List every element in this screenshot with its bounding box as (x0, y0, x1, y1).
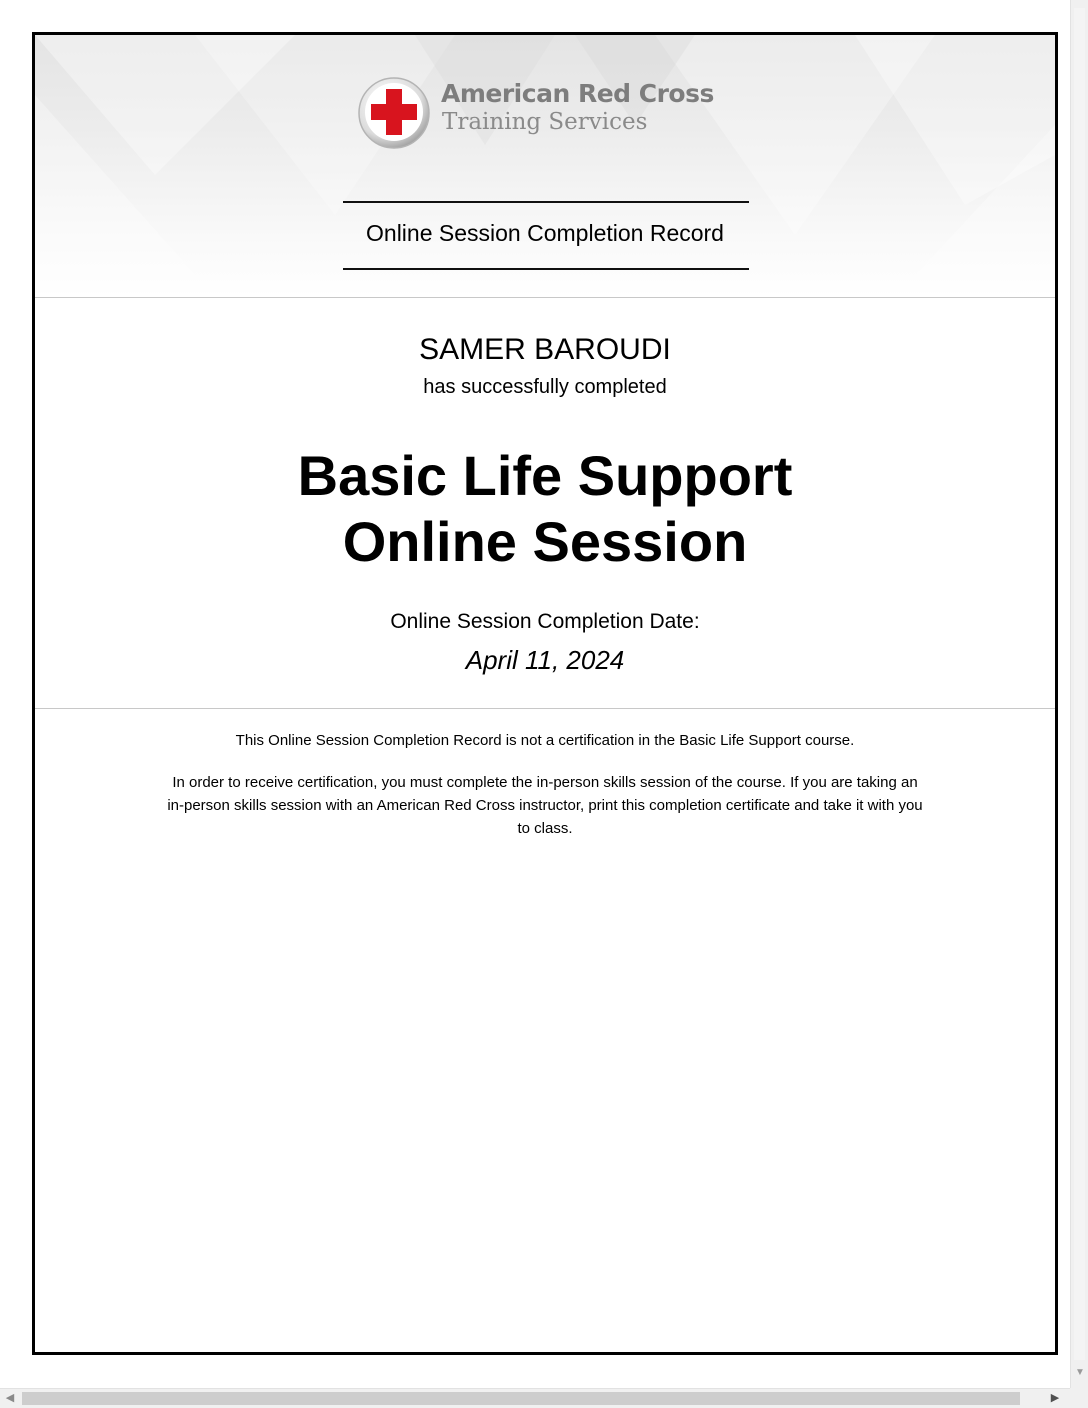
logo-division-name: Training Services (442, 109, 648, 135)
completion-statement: has successfully completed (423, 376, 667, 398)
horizontal-scrollbar[interactable] (0, 1388, 1070, 1408)
title-rule-bottom (343, 268, 749, 270)
completion-date-label: Online Session Completion Date: (390, 610, 700, 633)
course-title-line-1: Basic Life Support (297, 444, 793, 507)
scrollbar-corner (1070, 1388, 1088, 1408)
red-cross-emblem-icon (357, 75, 433, 151)
vertical-scrollbar[interactable] (1070, 0, 1088, 1388)
chevron-right-icon[interactable]: ▶ (1050, 1392, 1060, 1404)
vertical-scrollbar-thumb[interactable] (1074, 8, 1085, 1360)
certification-notice: This Online Session Completion Record is not a certification in the Basic Life Support course. (235, 732, 855, 749)
red-cross-logo (357, 75, 737, 153)
logo-organization-name: American Red Cross (441, 79, 714, 108)
certificate-page (32, 32, 1058, 1355)
title-rule-top (343, 201, 749, 203)
certificate-body (35, 298, 1055, 709)
record-title: Online Session Completion Record (366, 220, 724, 246)
chevron-down-icon[interactable]: ▼ (1075, 1367, 1085, 1378)
certification-instructions: In order to receive certification, you must complete the in-person skills session of the course. If you are taking an in-person skills session with an American Red Cross instructor, print this completion certificate and take it with you to class. (167, 774, 923, 837)
chevron-left-icon[interactable]: ◀ (5, 1392, 15, 1404)
course-title (35, 443, 1055, 575)
course-title-line-2: Online Session (342, 510, 748, 573)
completion-date-value: April 11, 2024 (465, 645, 625, 675)
certificate-header (35, 35, 1055, 298)
recipient-name: SAMER BAROUDI (419, 333, 671, 366)
horizontal-scrollbar-thumb[interactable] (22, 1392, 1020, 1405)
